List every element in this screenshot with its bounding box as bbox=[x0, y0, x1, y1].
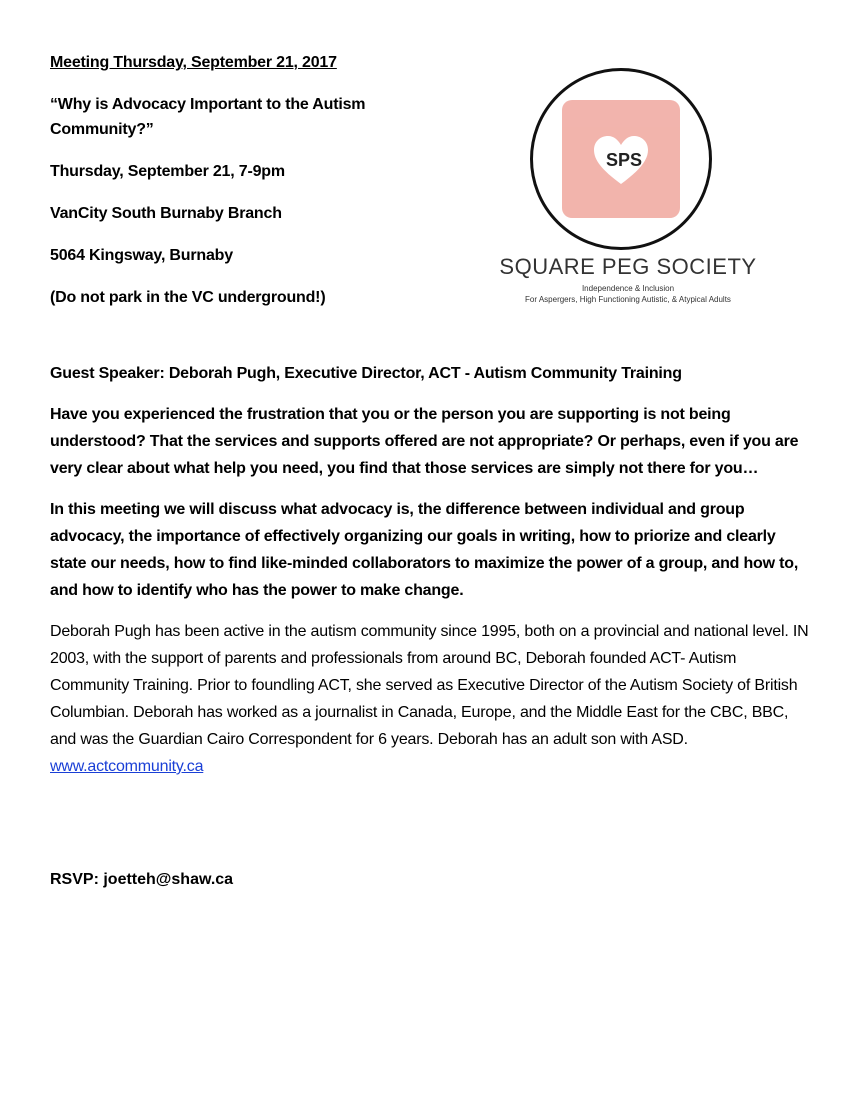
event-title-line2: Community?” bbox=[50, 121, 154, 138]
event-title-line1: “Why is Advocacy Important to the Autism bbox=[50, 96, 366, 113]
speaker-bio bbox=[50, 618, 810, 780]
logo-tagline: Independence & Inclusion bbox=[581, 284, 675, 293]
guest-speaker: Guest Speaker: Deborah Pugh, Executive Director, ACT - Autism Community Training bbox=[50, 365, 682, 382]
logo-organization-name: SQUARE PEG SOCIETY bbox=[499, 254, 757, 279]
event-venue: VanCity South Burnaby Branch bbox=[50, 205, 282, 222]
event-title bbox=[50, 92, 490, 142]
event-date-time: Thursday, September 21, 7-9pm bbox=[50, 163, 285, 180]
meeting-heading: Meeting Thursday, September 21, 2017 bbox=[50, 54, 337, 71]
parking-note: (Do not park in the VC underground!) bbox=[50, 289, 326, 306]
speaker-bio-text: Deborah Pugh has been active in the autism community since 1995, both on a provincial and national level. IN 2003, with the support of parents and professionals from around BC, Deborah founded ACT- Autism Community Training. Prior to foundling ACT, she served as Executive Director of the Autism Society of British Columbian. Deborah has worked as a journalist in Canada, Europe, and the Middle East for the CBC, BBC, and was the Guardian Cairo Correspondent for 6 years. Deborah has an adult son with ASD. bbox=[50, 623, 809, 748]
logo-initials: SPS bbox=[605, 150, 643, 170]
event-details bbox=[50, 50, 490, 327]
agenda-paragraph: In this meeting we will discuss what advocacy is, the difference between individual and group advocacy, the importance of effectively organizing our goals in writing, how to priorize and clearly state our needs, how to find like-minded collaborators to maximize the power of a group, and how to, and how to identify who has the power to make change. bbox=[50, 501, 799, 599]
rsvp-contact: RSVP: joetteh@shaw.ca bbox=[50, 871, 234, 888]
logo-subtagline: For Aspergers, High Functioning Autistic, & Atypical Adults bbox=[525, 295, 731, 304]
website-link[interactable]: www.actcommunity.ca bbox=[50, 758, 204, 775]
event-description bbox=[50, 360, 810, 780]
intro-paragraph: Have you experienced the frustration that you or the person you are supporting is not being understood? That the services and supports offered are not appropriate? Or perhaps, even if you are very clear about what help you need, you find that those services are simply not there for you… bbox=[50, 406, 799, 477]
square-peg-society-logo bbox=[496, 68, 760, 320]
logo-ring bbox=[530, 68, 712, 250]
event-address: 5064 Kingsway, Burnaby bbox=[50, 247, 233, 264]
